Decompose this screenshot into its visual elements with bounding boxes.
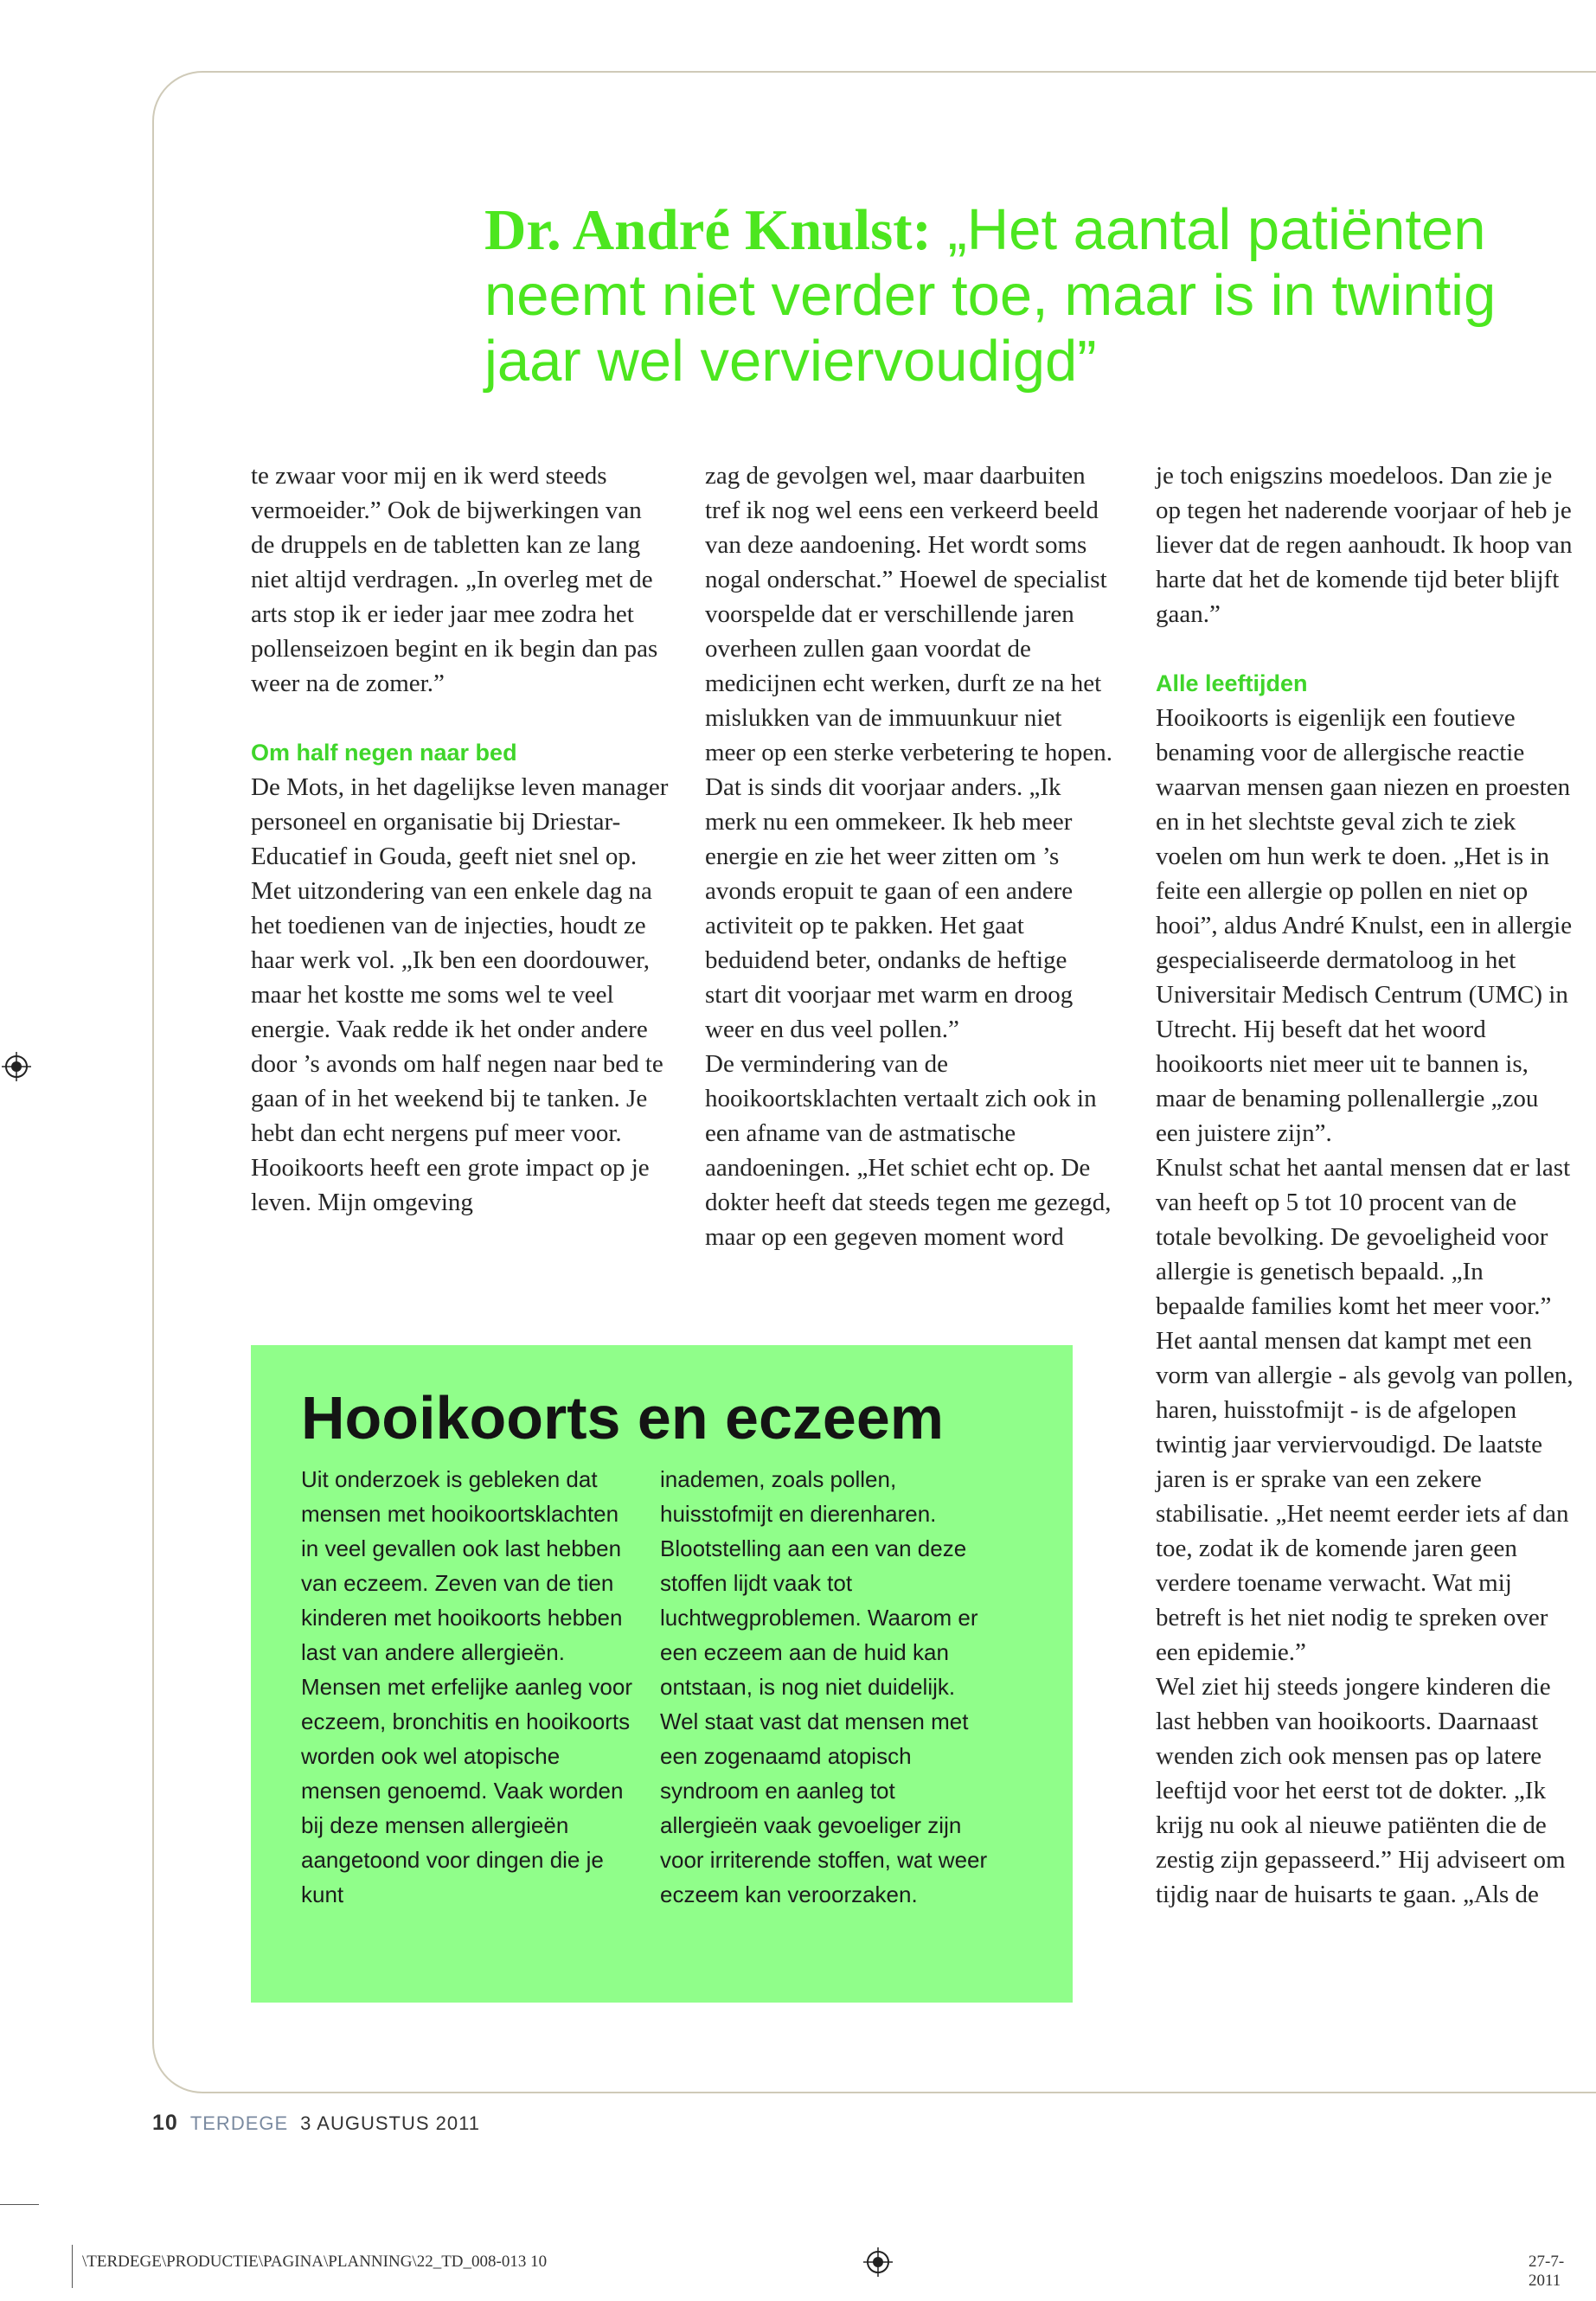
registration-mark-icon (2, 1052, 31, 1081)
slug-date: 27-7-2011 (1529, 2253, 1565, 2290)
headline-name: Dr. André Knulst: (484, 198, 932, 262)
paragraph: Hooikoorts is eigenlijk een foutieve benaming voor de allergische reactie waarvan mensen gaan niezen en proesten en in het slechtste geval zich te ziek voelen om hun werk te doen. „Het is in feite een allergie op pollen en niet op hooi”, aldus André Knulst, een in allergie gespecialiseerde dermatoloog in het Universitair Medisch Centrum (UMC) in Utrecht. Hij beseft dat het woord hooikoorts niet meer uit te bannen is, maar de benaming pollenallergie „zou een juistere zijn”. (1156, 704, 1573, 1147)
paragraph: je toch enigszins moedeloos. Dan zie je op tegen het naderende voorjaar of heb je liever dat de regen aanhoudt. Ik hoop van harte dat het de komende tijd beter blijft gaan.” (1156, 462, 1573, 628)
paragraph: Dat is sinds dit voorjaar anders. „Ik merk nu een ommekeer. Ik heb meer energie en zie het weer zitten om ’s avonds eropuit te gaan of een andere activiteit op te pakken. Het gaat beduidend beter, ondanks de heftige start dit voorjaar met warm en droog weer en dus veel pollen.” (705, 773, 1074, 1043)
box-column-2 (660, 1462, 993, 1912)
sidebar-box (251, 1345, 1073, 2003)
page-footer (152, 2111, 480, 2136)
box-paragraph: inademen, zoals pollen, huisstofmijt en dierenharen. Blootstelling aan een van deze stoffen lijdt vaak tot luchtwegproblemen. Waarom er een eczeem aan de huid kan ontstaan, is nog niet duidelijk. Wel staat vast dat mensen met een zogenaamd atopisch syndroom en aanleg tot allergieën vaak gevoeliger zijn voor irriterende stoffen, wat weer eczeem kan veroorzaken. (660, 1466, 988, 1907)
article-column-1 (251, 458, 670, 1220)
paragraph: De Mots, in het dagelijkse leven manager personeel en organisatie bij Driestar-Educatief in Gouda, geeft niet snel op. Met uitzondering van een enkele dag na het toedienen van de injecties, houdt ze haar werk vol. „Ik ben een doordouwer, maar het kostte me soms wel te veel energie. Vaak redde ik het onder andere door ’s avonds om half negen naar bed te gaan of in het weekend bij te tanken. Je hebt dan echt nergens puf meer voor. Hooikoorts heeft een grote impact op je leven. Mijn omgeving (251, 773, 669, 1216)
article-column-3 (1156, 458, 1575, 1912)
paragraph: Wel ziet hij steeds jongere kinderen die last hebben van hooikoorts. Daarnaast wenden zich ook mensen pas op latere leeftijd voor het eerst tot de dokter. „Ik krijg nu ook al nieuwe patiënten die de zestig zijn gepasseerd.” Hij adviseert om tijdig naar de huisarts te gaan. „Als de (1156, 1673, 1566, 1908)
subheading: Alle leeftijden (1156, 670, 1308, 696)
issue-date: 3 AUGUSTUS 2011 (300, 2112, 480, 2134)
paragraph: zag de gevolgen wel, maar daarbuiten tref ik nog wel eens een verkeerd beeld van deze aandoening. Het wordt soms nogal onderschat.” Hoewel de specialist voorspelde dat er verschillende jaren overheen zullen gaan voordat de medicijnen echt werken, durft ze na het mislukken van de immuunkuur niet meer op een sterke verbetering te hopen. (705, 462, 1113, 766)
box-paragraph: Uit onderzoek is gebleken dat mensen met hooikoortsklachten in veel gevallen ook last hebben van eczeem. Zeven van de tien kinderen met hooikoorts hebben last van andere allergieën. Mensen met erfelijke aanleg voor eczeem, bronchitis en hooikoorts worden ook wel atopische mensen genoemd. Vaak worden bij deze mensen allergieën aangetoond voor dingen die je kunt (301, 1466, 632, 1907)
box-column-1 (301, 1462, 634, 1912)
paragraph: Knulst schat het aantal mensen dat er last van heeft op 5 tot 10 procent van de totale bevolking. De gevoeligheid voor allergie is genetisch bepaald. „In bepaalde families komt het meer voor.” Het aantal mensen dat kampt met een vorm van allergie - als gevolg van pollen, haren, huisstofmijt - is de afgelopen twintig jaar verviervoudigd. De laatste jaren is er sprake van een zekere stabilisatie. „Het neemt eerder iets af dan toe, zodat ik de komende jaren geen verdere toename verwacht. Wat mij betreft is het niet nodig te spreken over een epidemie.” (1156, 1154, 1574, 1666)
headline (484, 197, 1592, 394)
page-number: 10 (152, 2111, 178, 2135)
article-column-2 (705, 458, 1116, 1254)
publication-name: TERDEGE (189, 2112, 289, 2134)
subheading: Om half negen naar bed (251, 740, 517, 766)
headline-quote: „Het aantal patiënten neemt niet verder toe, maar is in twintig jaar wel verviervoudigd” (484, 197, 1497, 394)
slug-path: \TERDEGE\PRODUCTIE\PAGINA\PLANNING\22_TD_008-013 10 (82, 2253, 548, 2271)
registration-mark-icon (863, 2247, 893, 2277)
crop-mark (72, 2245, 73, 2288)
crop-mark (0, 2204, 39, 2205)
box-title: Hooikoorts en eczeem (301, 1384, 944, 1452)
paragraph: De vermindering van de hooikoortsklachten vertaalt zich ook in een afname van de astmatische aandoeningen. „Het schiet echt op. De dokter heeft dat steeds tegen me gezegd, maar op een gegeven moment word (705, 1050, 1112, 1251)
paragraph: te zwaar voor mij en ik werd steeds vermoeider.” Ook de bijwerkingen van de druppels en de tabletten kan ze lang niet altijd verdragen. „In overleg met de arts stop ik er ieder jaar mee zodra het pollenseizoen begint en ik begin dan pas weer na de zomer.” (251, 462, 658, 697)
